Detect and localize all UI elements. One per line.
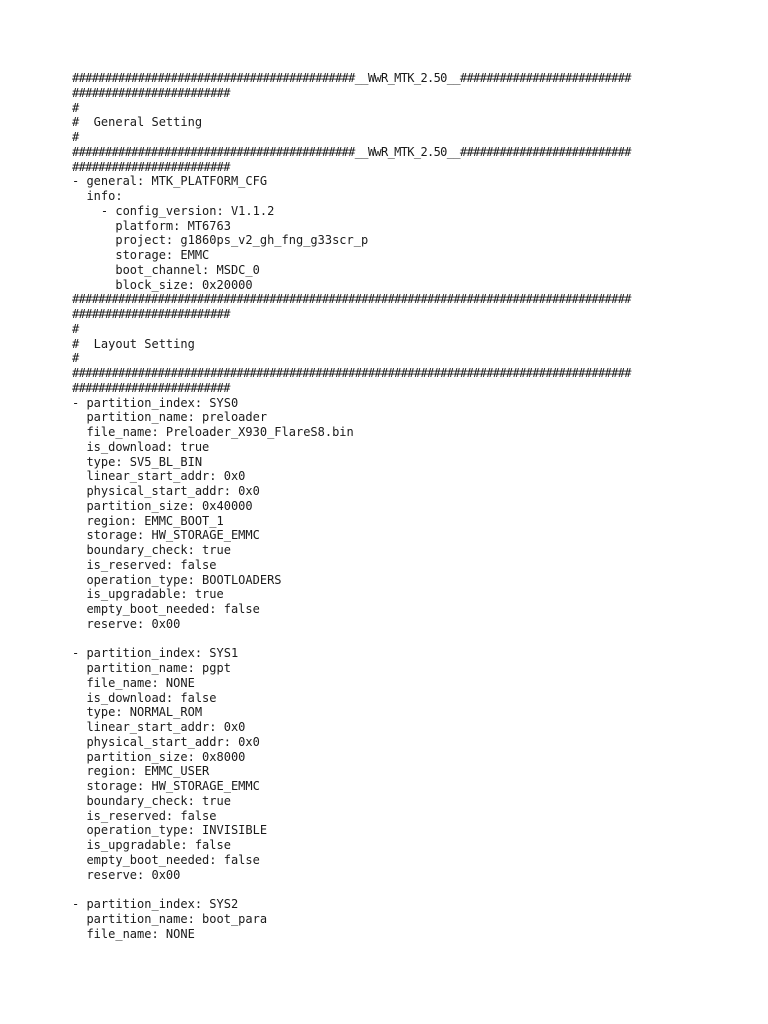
document-line: ########################	[72, 380, 230, 395]
document-line: project: g1860ps_v2_gh_fng_g33scr_p	[72, 233, 369, 248]
document-line: region: EMMC_BOOT_1	[72, 513, 224, 528]
document-line: storage: HW_STORAGE_EMMC	[72, 779, 260, 793]
document-line: linear_start_addr: 0x0	[72, 469, 246, 484]
document-line: is_reserved: false	[72, 808, 217, 823]
scatter-file-document	[72, 71, 712, 941]
document-line: physical_start_addr: 0x0	[72, 484, 260, 498]
document-line: reserve: 0x00	[72, 867, 181, 882]
document-line: # General Setting	[72, 115, 203, 130]
document-line: - partition_index: SYS1	[72, 646, 239, 661]
document-line	[72, 632, 712, 647]
document-line: storage: EMMC	[72, 248, 210, 262]
document-line: # Layout Setting	[72, 336, 195, 351]
document-line: #	[72, 130, 80, 144]
document-line: physical_start_addr: 0x0	[72, 734, 260, 749]
document-line	[72, 882, 712, 897]
document-line: - config_version: V1.1.2	[72, 203, 275, 218]
document-line: partition_name: pgpt	[72, 661, 231, 675]
document-line: - partition_index: SYS2	[72, 897, 239, 911]
document-line: is_download: true	[72, 439, 210, 454]
document-line: ########################	[72, 159, 230, 174]
document-line: type: SV5_BL_BIN	[72, 454, 203, 469]
document-line: boundary_check: true	[72, 543, 231, 557]
document-line: is_upgradable: true	[72, 587, 224, 602]
document-line: operation_type: BOOTLOADERS	[72, 572, 282, 587]
document-line: platform: MT6763	[72, 218, 231, 233]
document-line: partition_name: boot_para	[72, 911, 268, 926]
document-line: is_download: false	[72, 690, 217, 705]
document-line: #	[72, 321, 80, 336]
document-line: partition_name: preloader	[72, 410, 268, 425]
document-line: is_reserved: false	[72, 557, 217, 572]
document-line: region: EMMC_USER	[72, 764, 210, 779]
document-line: #####################################################################################	[72, 292, 631, 307]
document-line: ###########################################__WwR_MTK_2.50__##########################	[72, 144, 631, 159]
document-line: #	[72, 100, 80, 115]
document-line: - general: MTK_PLATFORM_CFG	[72, 174, 268, 189]
document-line: type: NORMAL_ROM	[72, 705, 203, 720]
document-line: #####################################################################################	[72, 366, 631, 380]
document-line: reserve: 0x00	[72, 616, 181, 631]
document-line: ###########################################__WwR_MTK_2.50__##########################	[72, 71, 631, 85]
document-line: file_name: NONE	[72, 926, 195, 941]
document-line: operation_type: INVISIBLE	[72, 823, 268, 838]
document-line: boot_channel: MSDC_0	[72, 262, 260, 277]
document-line: storage: HW_STORAGE_EMMC	[72, 528, 260, 543]
document-line: block_size: 0x20000	[72, 277, 253, 292]
document-line: - partition_index: SYS0	[72, 395, 239, 410]
document-line: linear_start_addr: 0x0	[72, 720, 246, 734]
document-line: file_name: NONE	[72, 675, 195, 690]
document-line: ########################	[72, 85, 230, 100]
document-line: info:	[72, 189, 123, 203]
document-line: partition_size: 0x40000	[72, 498, 253, 513]
document-line: partition_size: 0x8000	[72, 749, 246, 764]
document-line: is_upgradable: false	[72, 838, 231, 852]
document-line: empty_boot_needed: false	[72, 852, 260, 867]
document-line: empty_boot_needed: false	[72, 602, 260, 616]
document-line: ########################	[72, 307, 230, 321]
document-line: boundary_check: true	[72, 793, 231, 808]
document-line: #	[72, 351, 80, 366]
document-line: file_name: Preloader_X930_FlareS8.bin	[72, 425, 354, 439]
